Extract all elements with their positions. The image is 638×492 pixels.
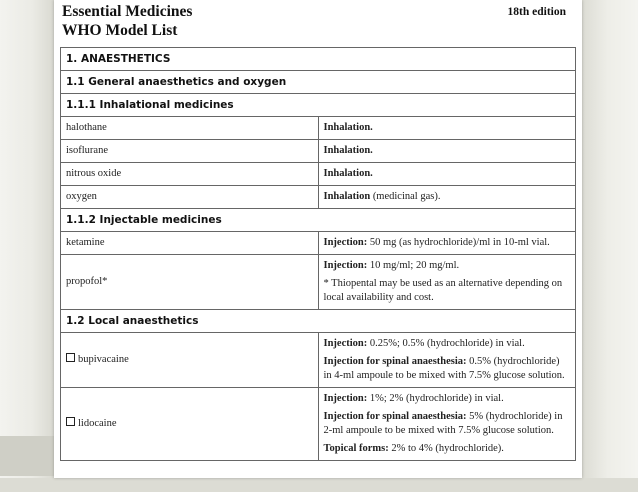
section-heading-1: 1. ANAESTHETICS: [61, 48, 576, 71]
form-label: Inhalation.: [323, 122, 373, 133]
form-label: Inhalation.: [323, 145, 373, 156]
section-heading-1-1-1: 1.1.1 Inhalational medicines: [61, 94, 576, 117]
section-row: [61, 48, 576, 71]
table-row: [61, 232, 576, 255]
medicine-name: propofol*: [61, 255, 319, 310]
form-label: Injection for spinal anaesthesia:: [323, 356, 467, 367]
form-paragraph: [324, 442, 571, 456]
square-box-icon: [66, 353, 75, 362]
form-detail: 1%; 2% (hydrochloride) in vial.: [367, 393, 504, 404]
form-detail: (medicinal gas).: [370, 191, 441, 202]
background-band: [0, 436, 54, 476]
medicines-table: [60, 47, 576, 461]
form-detail: 5% (hydrochloride) in 2-ml ampoule to be mixed with 7.5% glucose solution.: [323, 411, 563, 436]
medicine-form: [318, 117, 576, 140]
form-label: Injection:: [323, 260, 368, 271]
form-detail: 50 mg (as hydrochloride)/ml in 10-ml vial.: [367, 237, 550, 248]
section-row: [61, 71, 576, 94]
document-subtitle: WHO Model List: [62, 22, 178, 39]
form-detail: 2% to 4% (hydrochloride).: [388, 443, 504, 454]
section-row: [61, 209, 576, 232]
form-detail: 0.5% (hydrochloride) in 4-ml ampoule to be mixed with 7.5% glucose solution.: [323, 356, 565, 381]
document-page: [54, 0, 582, 478]
table-row: [61, 186, 576, 209]
section-heading-1-1-2: 1.1.2 Injectable medicines: [61, 209, 576, 232]
form-paragraph: [324, 259, 571, 273]
medicine-name: isoflurane: [61, 140, 319, 163]
medicine-name-cell: [61, 388, 319, 461]
form-label: Topical forms:: [323, 443, 389, 454]
form-label: Injection:: [323, 338, 368, 349]
table-row: [61, 333, 576, 388]
medicine-name: lidocaine: [78, 418, 117, 429]
medicine-name-cell: [61, 333, 319, 388]
form-detail: 0.25%; 0.5% (hydrochloride) in vial.: [367, 338, 525, 349]
medicine-name: halothane: [61, 117, 319, 140]
square-box-icon: [66, 417, 75, 426]
document-title: Essential Medicines: [62, 3, 193, 20]
table-row: [61, 388, 576, 461]
background-left: [0, 0, 54, 478]
medicine-form: [318, 232, 576, 255]
section-heading-1-2: 1.2 Local anaesthetics: [61, 310, 576, 333]
medicine-form: [318, 255, 576, 310]
table-row: [61, 255, 576, 310]
form-paragraph: [324, 355, 571, 383]
footnote: * Thiopental may be used as an alternative depending on local availability and cost.: [323, 278, 563, 303]
table-row: [61, 140, 576, 163]
form-label: Injection:: [323, 237, 368, 248]
form-paragraph: [324, 410, 571, 438]
form-paragraph: [324, 392, 571, 406]
medicine-form: [318, 140, 576, 163]
edition-label: 18th edition: [507, 6, 566, 18]
medicine-form: [318, 333, 576, 388]
section-row: [61, 94, 576, 117]
form-paragraph: [324, 337, 571, 351]
form-label: Injection for spinal anaesthesia:: [323, 411, 467, 422]
section-heading-1-1: 1.1 General anaesthetics and oxygen: [61, 71, 576, 94]
medicine-name: bupivacaine: [78, 354, 129, 365]
medicine-form: [318, 388, 576, 461]
form-label: Inhalation: [323, 191, 371, 202]
table-row: [61, 117, 576, 140]
section-row: [61, 310, 576, 333]
medicine-name: ketamine: [61, 232, 319, 255]
medicine-name: oxygen: [61, 186, 319, 209]
medicine-form: [318, 163, 576, 186]
form-label: Injection:: [323, 393, 368, 404]
form-label: Inhalation.: [323, 168, 373, 179]
table-row: [61, 163, 576, 186]
form-detail: 10 mg/ml; 20 mg/ml.: [367, 260, 460, 271]
medicine-form: [318, 186, 576, 209]
medicine-name: nitrous oxide: [61, 163, 319, 186]
